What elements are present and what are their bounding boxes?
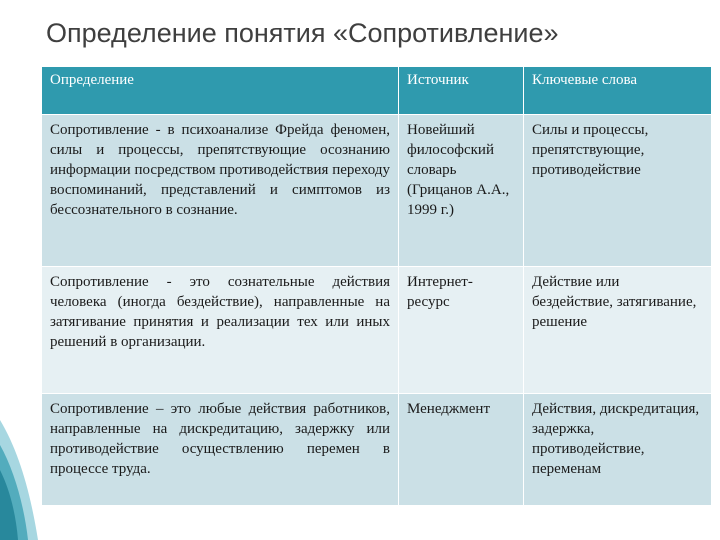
table-row: [42, 394, 712, 506]
header-keywords: Ключевые слова: [524, 67, 712, 115]
definition-cell: [42, 115, 399, 267]
header-definition: Определение: [42, 67, 399, 115]
keywords-cell: Действие или бездействие, затягивание, решение: [524, 267, 712, 394]
keywords-cell: Действия, дискредитация, задержка, противодействие, переменам: [524, 394, 712, 506]
term-label: Сопротивление: [50, 401, 149, 417]
definition-text: – это любые действия работников, направленные на дискредитацию, задержку или противодействие осуществлению перемен в процессе труда.: [50, 401, 390, 477]
header-source: Источник: [399, 67, 524, 115]
term-label: Сопротивление: [50, 274, 149, 290]
definition-cell: [42, 394, 399, 506]
slide-title: Определение понятия «Сопротивление»: [46, 18, 559, 48]
source-cell: Новейший философский словарь (Грицанов А.А., 1999 г.): [399, 115, 524, 267]
definition-cell: [42, 267, 399, 394]
source-cell: Интернет-ресурс: [399, 267, 524, 394]
table-header-row: [42, 67, 712, 115]
source-cell: Менеджмент: [399, 394, 524, 506]
decorative-waves: [0, 400, 60, 540]
term-label: Сопротивление: [50, 122, 149, 138]
definition-text: - это сознательные действия человека (иногда бездействие), направленные на затягивание принятия и реализации тех или иных решений в организации.: [50, 274, 390, 350]
definition-table: [41, 66, 712, 506]
definition-text: - в психоанализе Фрейда феномен, силы и процессы, препятствующие осознанию информации посредством противодействия переходу воспоминаний, представлений и симптомов из бессознательного в сознание.: [50, 122, 390, 218]
table-row: [42, 267, 712, 394]
keywords-cell: Силы и процессы, препятствующие, противодействие: [524, 115, 712, 267]
table-row: [42, 115, 712, 267]
